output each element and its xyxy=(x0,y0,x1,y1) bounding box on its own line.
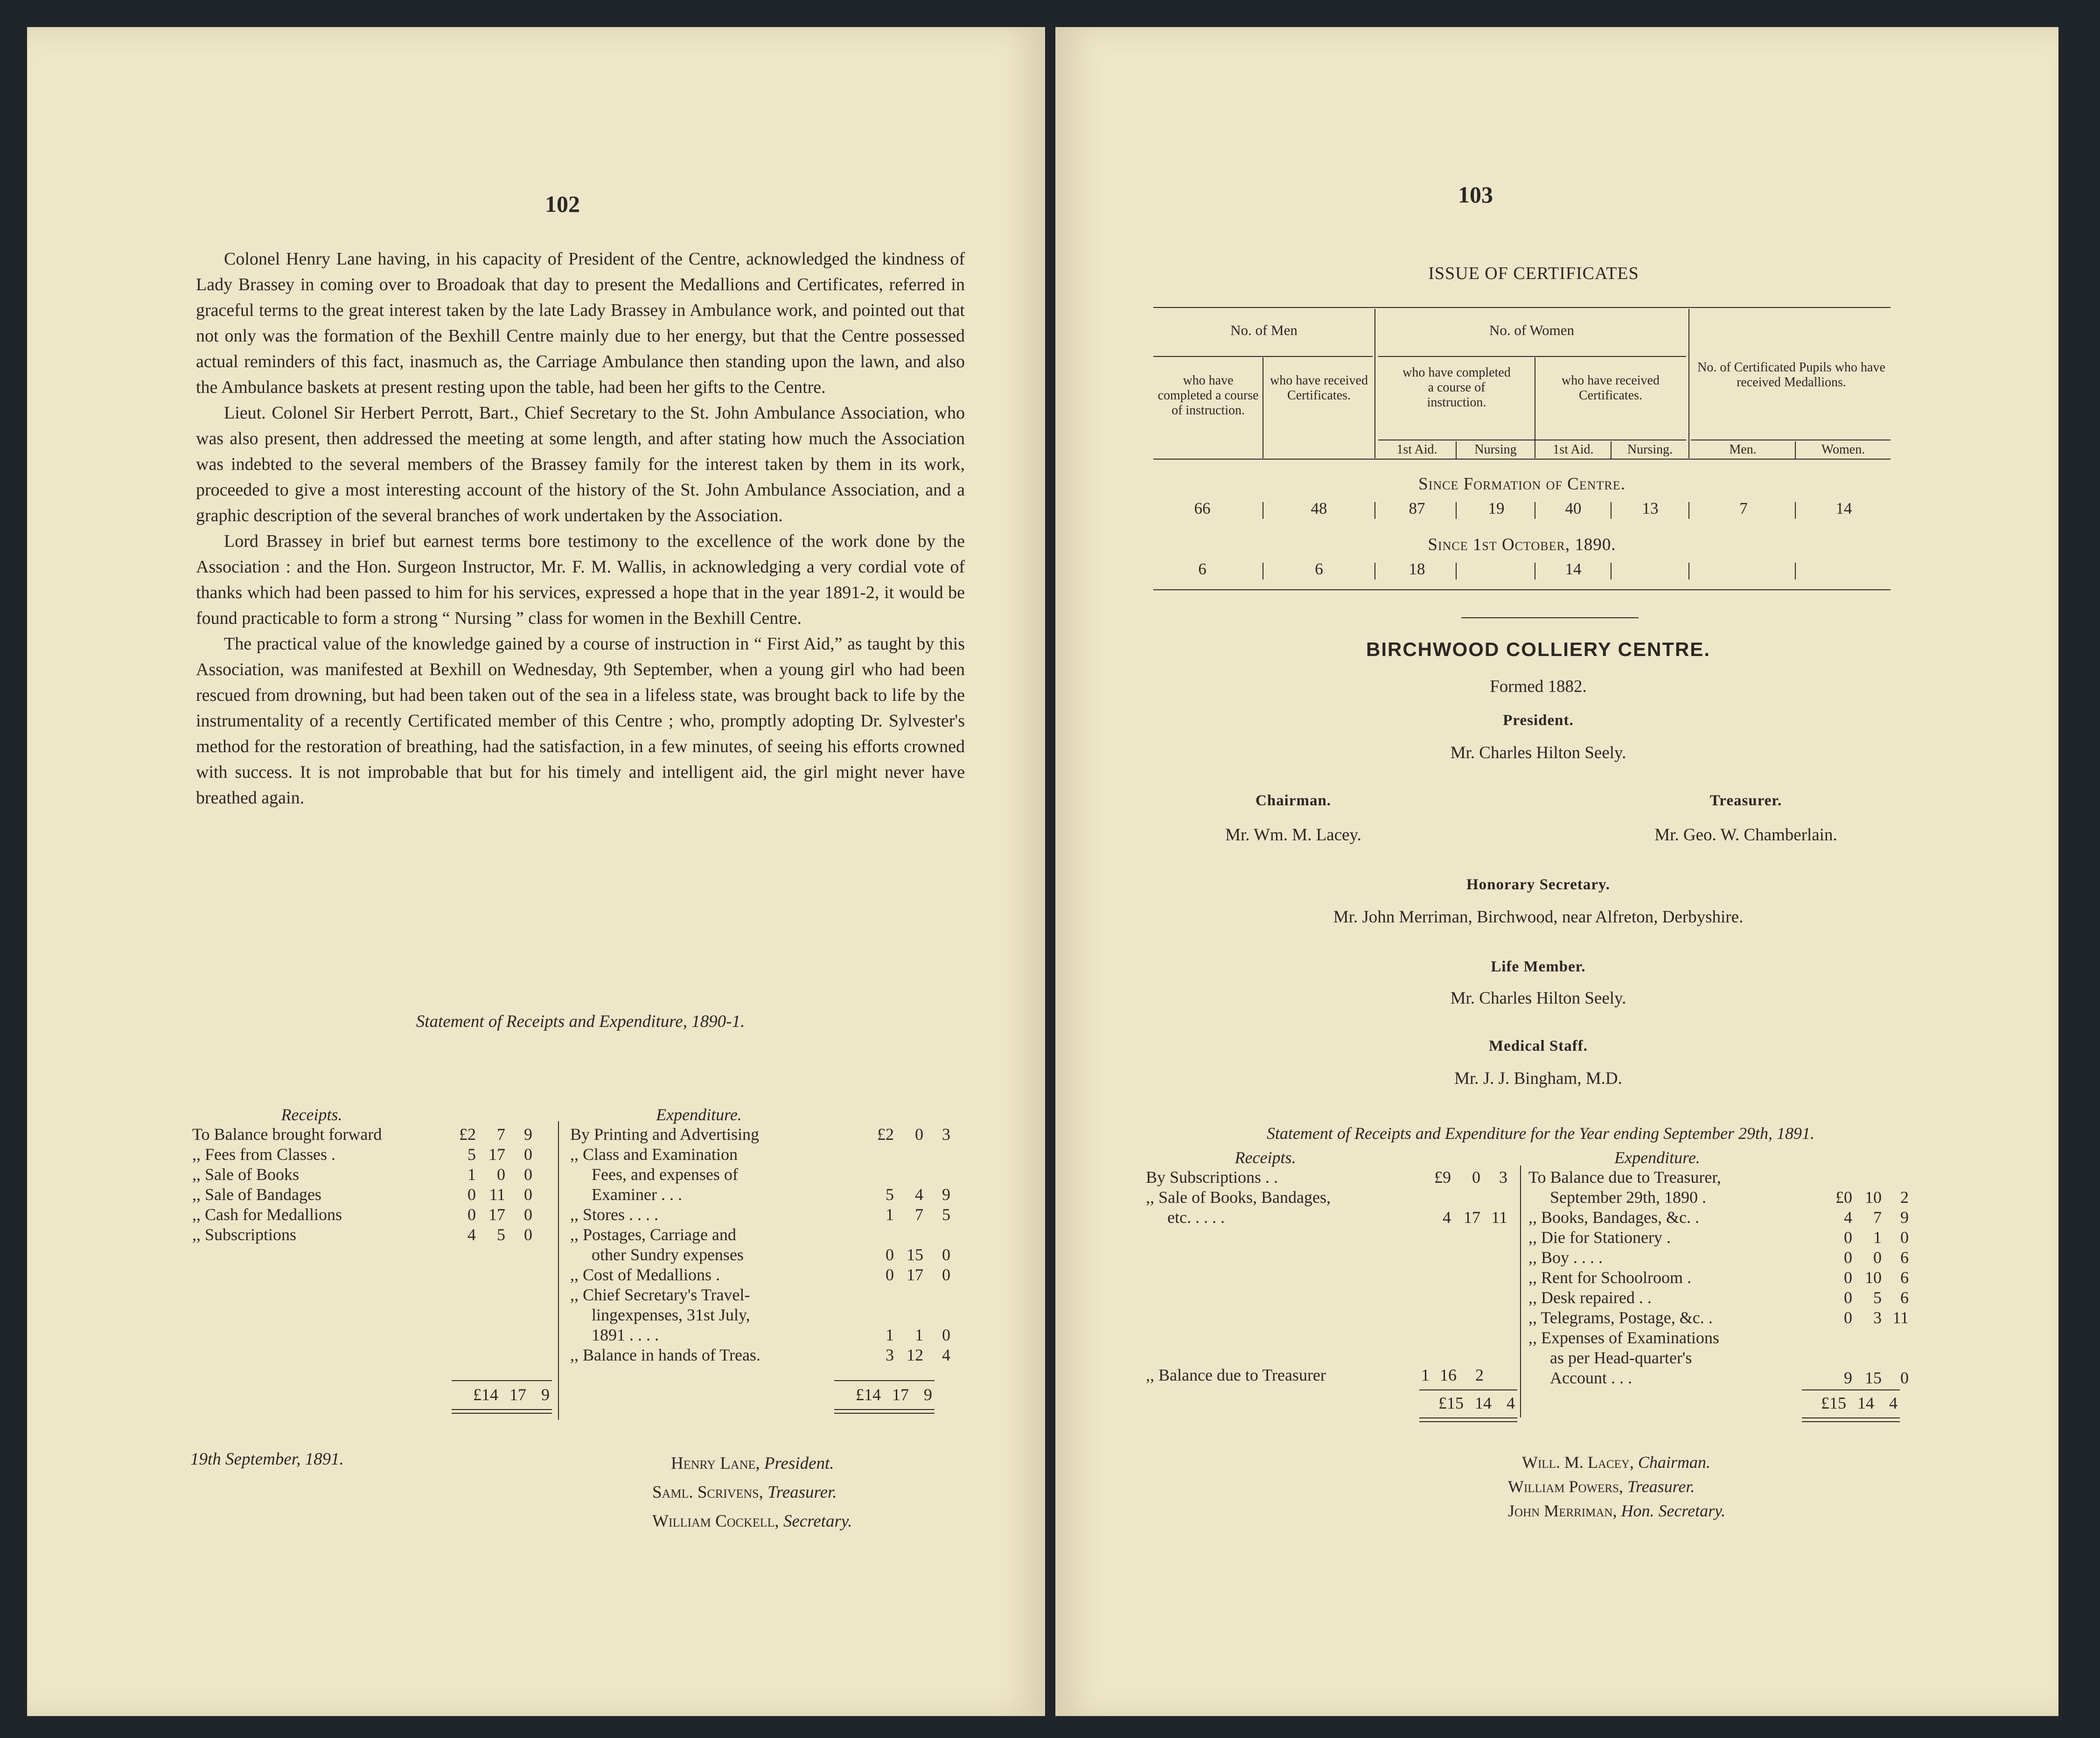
row-label: ,, Desk repaired . . xyxy=(1528,1288,1652,1307)
row-amount: 9 xyxy=(1844,1368,1852,1387)
receipts-total: £15 14 4 xyxy=(1438,1394,1515,1412)
total-rule xyxy=(1419,1389,1517,1390)
row-label: ,, Books, Bandages, &c. . xyxy=(1528,1208,1699,1227)
receipts-heading: Receipts. xyxy=(281,1105,342,1124)
row-amount xyxy=(896,1225,925,1245)
table-cell: 14 xyxy=(1835,499,1852,517)
since-formation-label: Since Formation of Centre. xyxy=(1418,475,1626,494)
row-amount xyxy=(896,1305,925,1325)
cell-separator xyxy=(1611,563,1612,579)
row-label: ,, Rent for Schoolroom . xyxy=(1528,1268,1691,1287)
row-amount xyxy=(855,1225,896,1245)
signature-line: Saml. Scrivens, Treasurer. xyxy=(652,1483,837,1502)
row-label: etc. . . . . xyxy=(1167,1208,1225,1227)
row-amount xyxy=(896,1165,925,1185)
row-label: as per Head-quarter's xyxy=(1550,1348,1692,1367)
total-rule xyxy=(1802,1417,1900,1418)
statement-title: Statement of Receipts and Expenditure for the Year ending September 29th, 1891. xyxy=(1266,1124,1815,1143)
table-row xyxy=(568,1305,952,1325)
total-rule xyxy=(452,1409,552,1410)
row-amount xyxy=(896,1145,925,1165)
column-divider xyxy=(558,1121,559,1420)
total-rule xyxy=(452,1413,552,1414)
row-amount: 0 xyxy=(942,1245,950,1264)
total-rule xyxy=(1419,1417,1517,1418)
table-row xyxy=(568,1345,952,1365)
row-label: ,, Die for Stationery . xyxy=(1528,1228,1671,1247)
cell-separator xyxy=(1374,563,1375,579)
table-row xyxy=(1527,1308,1911,1328)
paragraph: Lord Brassey in brief but earnest terms bore testimony to the excellence of the work done by the Association : and the Hon. Surgeon Instructor, Mr. F. M. Wallis, in acknowledging a very cordial vote of thanks which had been passed to him for his services, expressed a hope that in the year 1891-2, it would be found practicable to form a strong “ Nursing ” class for women in the Bexhill Centre. xyxy=(196,531,965,628)
table-cell: 7 xyxy=(1739,499,1748,517)
row-amount: 0 xyxy=(942,1265,950,1284)
row-amount: 0 xyxy=(1873,1248,1882,1267)
medical-staff-label: Medical Staff. xyxy=(1489,1038,1588,1054)
header-men-completed: who have completed a course of instruction. xyxy=(1158,373,1259,418)
formed-year: Formed 1882. xyxy=(1490,677,1587,696)
row-amount: 3 xyxy=(886,1346,894,1364)
table-row xyxy=(1527,1288,1911,1308)
row-amount: £2 xyxy=(459,1125,476,1144)
table-cell: 6 xyxy=(1315,560,1323,578)
table-cell: 66 xyxy=(1194,499,1211,517)
row-amount: 0 xyxy=(886,1245,894,1264)
table-row xyxy=(568,1165,952,1185)
column-divider xyxy=(1520,1166,1521,1417)
table-row xyxy=(1527,1328,1911,1348)
row-amount: 0 xyxy=(1900,1368,1909,1387)
row-amount xyxy=(1813,1328,1854,1348)
row-amount: 0 xyxy=(497,1165,505,1184)
row-label: other Sundry expenses xyxy=(592,1245,744,1264)
signature-line: William Cockell, Secretary. xyxy=(652,1512,852,1531)
paragraph: The practical value of the knowledge gained by a course of instruction in “ First Aid,” as taught by this Association, was manifested at Bexhill on Wednesday, 9th September, when a young girl who had been rescued from drowning, but had been taken out of the sea in a lifeless state, was brought back to life by the instrumentality of a recently Certificated member of this Centre ; who, promptly adopting Dr. Sylvester's method for the restoration of breathing, had the satisfaction, in a few minutes, of seeing his efforts crowned with success. It is not improbable that but for his timely and intelligent aid, the girl might never have breathed again. xyxy=(196,634,965,808)
header-medallions: No. of Certificated Pupils who have received Medallions. xyxy=(1697,360,1885,390)
table-cell: 40 xyxy=(1565,499,1582,517)
table-cell: 14 xyxy=(1565,560,1582,578)
row-amount: 17 xyxy=(488,1205,505,1224)
table-row xyxy=(1527,1348,1911,1368)
cell-separator xyxy=(1456,563,1457,579)
row-label: By Subscriptions . . xyxy=(1146,1168,1278,1187)
paragraph: Lieut. Colonel Sir Herbert Perrott, Bart., Chief Secretary to the St. John Ambulance Association, who was also present, then addressed the meeting at some length, and after stating how much the Association was indebted to the several members of the Brassey family for the interest taken by them in its work, proceeded to give a most interesting account of the history of the St. John Ambulance Association, and a graphic description of the several branches of work undertaken by the Association. xyxy=(196,403,965,525)
hon-sec-name: Mr. John Merriman, Birchwood, near Alfreton, Derbyshire. xyxy=(1333,907,1744,927)
table-row xyxy=(1055,499,2058,523)
row-amount: 9 xyxy=(1900,1208,1909,1227)
row-amount: 2 xyxy=(1900,1188,1909,1207)
row-amount: 10 xyxy=(1865,1268,1882,1287)
table-row xyxy=(568,1265,952,1285)
table-rule xyxy=(1153,307,1891,308)
table-row xyxy=(568,1124,952,1145)
row-amount: 0 xyxy=(1900,1228,1909,1247)
table-row xyxy=(1527,1368,1911,1388)
cell-separator xyxy=(1688,502,1689,519)
table-rule xyxy=(1153,356,1373,357)
row-amount: 0 xyxy=(524,1185,532,1204)
table-row xyxy=(1527,1167,1911,1187)
row-amount: 6 xyxy=(1900,1248,1909,1267)
table-row xyxy=(190,1185,534,1205)
divider-rule xyxy=(1461,617,1639,618)
total-rule xyxy=(834,1413,935,1414)
table-rule xyxy=(1378,356,1686,357)
row-amount xyxy=(1884,1167,1911,1187)
row-amount: 11 xyxy=(1491,1208,1507,1227)
receipts-total: £14 17 9 xyxy=(473,1385,550,1404)
table-row xyxy=(190,1124,534,1145)
table-row xyxy=(568,1325,952,1345)
treasurer-name: Mr. Geo. W. Chamberlain. xyxy=(1654,825,1837,845)
row-amount: £2 xyxy=(877,1125,894,1144)
header-men: No. of Men xyxy=(1230,322,1298,338)
table-cell: 13 xyxy=(1642,499,1659,517)
row-amount xyxy=(1453,1187,1482,1208)
header-medal-women: Women. xyxy=(1821,442,1865,457)
header-men-received: who have received Certificates. xyxy=(1270,373,1368,403)
row-amount xyxy=(1854,1348,1884,1368)
row-amount xyxy=(1813,1167,1854,1187)
row-label: ,, Expenses of Examinations xyxy=(1528,1328,1719,1347)
table-row xyxy=(190,1145,534,1165)
total-rule xyxy=(452,1380,552,1381)
header-medal-men: Men. xyxy=(1729,442,1757,457)
receipts-column xyxy=(1144,1148,1517,1228)
row-amount: 4 xyxy=(1844,1208,1852,1227)
life-member-label: Life Member. xyxy=(1491,958,1586,975)
row-amount xyxy=(1412,1187,1453,1208)
header-nursing: Nursing. xyxy=(1627,442,1673,457)
header-first-aid: 1st Aid. xyxy=(1553,442,1594,457)
row-amount: 0 xyxy=(467,1205,476,1224)
row-amount: 0 xyxy=(1844,1268,1852,1287)
row-label: Examiner . . . xyxy=(592,1185,682,1204)
table-row xyxy=(190,1165,534,1185)
row-amount: 1 xyxy=(915,1326,923,1344)
table-divider xyxy=(1688,309,1689,458)
chairman-name: Mr. Wm. M. Lacey. xyxy=(1225,825,1361,845)
row-amount xyxy=(1813,1348,1854,1368)
total-rule xyxy=(1802,1389,1900,1390)
row-amount: 4 xyxy=(915,1185,923,1204)
signatures xyxy=(652,1449,852,1536)
row-label: Account . . . xyxy=(1550,1368,1632,1387)
row-label: ,, Telegrams, Postage, &c. . xyxy=(1528,1308,1713,1327)
row-label: ,, Sale of Bandages xyxy=(192,1185,321,1204)
table-row xyxy=(190,1205,534,1225)
row-amount: 6 xyxy=(1900,1288,1909,1307)
paragraph: Colonel Henry Lane having, in his capacity of President of the Centre, acknowledged the kindness of Lady Brassey in coming over to Broadoak that day to present the Medallions and Certificates, referred in graceful terms to the great interest taken by the late Lady Brassey in Ambulance work, and pointed out that not only was the formation of the Bexhill Centre mainly due to her energy, but that the Centre possessed actual reminders of this fact, inasmuch as, the Carriage Ambulance then standing upon the lawn, and also the Ambulance baskets at present resting upon the table, had been her gifts to the Centre. xyxy=(196,249,965,397)
table-row xyxy=(1527,1187,1911,1208)
body-text xyxy=(196,246,965,811)
receipts-table xyxy=(190,1124,534,1245)
signature-line: William Powers, Treasurer. xyxy=(1508,1477,1695,1496)
expenditure-column xyxy=(568,1105,970,1365)
treasurer-label: Treasurer. xyxy=(1709,792,1782,809)
table-row xyxy=(568,1225,952,1245)
row-label: ,, Boy . . . . xyxy=(1528,1248,1603,1267)
table-row xyxy=(1055,560,2058,583)
row-amount xyxy=(1854,1167,1884,1187)
row-label: ,, Balance in hands of Treas. xyxy=(570,1346,760,1364)
row-amount: 7 xyxy=(497,1125,505,1144)
expenditure-table xyxy=(1527,1167,1911,1388)
table-row: ,, Balance due to Treasurer 1 16 2 xyxy=(1146,1366,1484,1384)
table-row xyxy=(1527,1208,1911,1228)
table-row xyxy=(1144,1187,1509,1208)
row-label: To Balance brought forward xyxy=(192,1125,382,1144)
row-amount: 0 xyxy=(942,1326,950,1344)
header-women-completed: who have completed a course of instruction. xyxy=(1402,365,1511,410)
row-amount: 3 xyxy=(1499,1168,1507,1187)
row-amount: 0 xyxy=(524,1165,532,1184)
since-october-label: Since 1st October, 1890. xyxy=(1428,535,1616,554)
centre-title: BIRCHWOOD COLLIERY CENTRE. xyxy=(1366,638,1710,660)
page-number: 103 xyxy=(1458,181,1493,208)
row-amount: 5 xyxy=(467,1145,476,1164)
signature-line: John Merriman, Hon. Secretary. xyxy=(1508,1501,1726,1520)
cell-separator xyxy=(1795,563,1796,579)
table-row xyxy=(568,1285,952,1305)
row-amount: 17 xyxy=(488,1145,505,1164)
row-label: ,, Subscriptions xyxy=(192,1225,297,1244)
table-row xyxy=(568,1145,952,1165)
expenditure-heading: Expenditure. xyxy=(1614,1148,1700,1167)
row-label: ,, Chief Secretary's Travel- xyxy=(570,1285,750,1304)
row-label: ,, Cash for Medallions xyxy=(192,1205,342,1224)
row-amount xyxy=(855,1285,896,1305)
row-amount: 0 xyxy=(524,1145,532,1164)
receipts-balance xyxy=(1144,1365,1517,1385)
table-cell: 48 xyxy=(1311,499,1327,517)
row-label: Fees, and expenses of xyxy=(592,1165,738,1184)
expenditure-total: £14 17 9 xyxy=(856,1385,932,1404)
table-rule xyxy=(1153,459,1891,460)
page-number: 102 xyxy=(545,191,580,217)
row-amount: 0 xyxy=(1844,1248,1852,1267)
table-row xyxy=(1527,1268,1911,1288)
row-amount xyxy=(896,1285,925,1305)
receipts-column xyxy=(190,1105,578,1245)
row-amount xyxy=(1854,1328,1884,1348)
row-amount: 5 xyxy=(942,1205,950,1224)
table-row xyxy=(1527,1228,1911,1248)
row-amount: 0 xyxy=(1844,1288,1852,1307)
table-cell: 87 xyxy=(1409,499,1425,517)
row-amount xyxy=(925,1305,952,1325)
table-cell: 19 xyxy=(1488,499,1505,517)
row-amount: 11 xyxy=(489,1185,505,1204)
row-label: ,, Postages, Carriage and xyxy=(570,1225,736,1244)
total-rule xyxy=(1419,1421,1517,1422)
row-label: By Printing and Advertising xyxy=(570,1125,759,1144)
row-amount xyxy=(925,1165,952,1185)
header-first-aid: 1st Aid. xyxy=(1396,442,1437,457)
row-label: ,, Cost of Medallions . xyxy=(570,1265,720,1284)
row-label: ,, Stores . . . . xyxy=(570,1205,658,1224)
row-label: 1891 . . . . xyxy=(592,1326,659,1344)
row-label: September 29th, 1890 . xyxy=(1550,1188,1706,1207)
row-amount: 0 xyxy=(1472,1168,1480,1187)
row-amount xyxy=(855,1165,896,1185)
row-amount: 7 xyxy=(1873,1208,1882,1227)
table-row xyxy=(568,1205,952,1225)
row-amount: 15 xyxy=(1865,1368,1882,1387)
signature-line: Will. M. Lacey, Chairman. xyxy=(1522,1453,1710,1472)
row-amount xyxy=(855,1305,896,1325)
row-amount: 15 xyxy=(907,1245,923,1264)
life-member-name: Mr. Charles Hilton Seely. xyxy=(1450,989,1626,1008)
row-amount: 6 xyxy=(1900,1268,1909,1287)
row-amount: 17 xyxy=(907,1265,923,1284)
row-amount: £9 xyxy=(1434,1168,1451,1187)
row-amount: 9 xyxy=(942,1185,950,1204)
row-amount: 1 xyxy=(1873,1228,1882,1247)
row-amount: 17 xyxy=(1464,1208,1480,1227)
row-amount: 9 xyxy=(524,1125,532,1144)
table-cell: 18 xyxy=(1409,560,1425,578)
row-label: ,, Fees from Classes . xyxy=(192,1145,335,1164)
cell-separator xyxy=(1374,502,1375,519)
cell-separator xyxy=(1795,502,1796,519)
certificates-title: ISSUE OF CERTIFICATES xyxy=(1428,264,1639,283)
row-amount: 12 xyxy=(907,1346,923,1364)
table-row xyxy=(1144,1208,1509,1228)
table-row xyxy=(568,1185,952,1205)
receipts-table xyxy=(1144,1167,1509,1228)
signatures xyxy=(1508,1450,1725,1523)
row-label: ,, Sale of Books xyxy=(192,1165,299,1184)
row-label: lingexpenses, 31st July, xyxy=(592,1305,750,1324)
row-amount xyxy=(925,1225,952,1245)
row-amount: 4 xyxy=(942,1346,950,1364)
table-rule xyxy=(1153,589,1891,590)
row-amount xyxy=(925,1285,952,1305)
row-amount xyxy=(1884,1328,1911,1348)
row-amount: 0 xyxy=(467,1185,476,1204)
row-amount: 5 xyxy=(886,1185,894,1204)
chairman-label: Chairman. xyxy=(1255,792,1332,809)
row-amount: 3 xyxy=(942,1125,950,1144)
president-name: Mr. Charles Hilton Seely. xyxy=(1450,743,1626,762)
header-nursing: Nursing xyxy=(1474,442,1517,457)
table-cell: 6 xyxy=(1198,560,1207,578)
row-amount: 0 xyxy=(915,1125,923,1144)
table-row xyxy=(1527,1248,1911,1268)
right-page xyxy=(1055,27,2058,1716)
table-row xyxy=(568,1245,952,1265)
cell-separator xyxy=(1456,502,1457,519)
row-amount: 3 xyxy=(1873,1308,1882,1327)
cell-separator xyxy=(1611,502,1612,519)
row-amount: 5 xyxy=(1873,1288,1882,1307)
row-label: To Balance due to Treasurer, xyxy=(1528,1168,1721,1187)
row-amount xyxy=(925,1145,952,1165)
total-rule xyxy=(1802,1421,1900,1422)
total-rule xyxy=(834,1409,935,1410)
expenditure-table xyxy=(568,1124,952,1365)
row-amount: 0 xyxy=(524,1205,532,1224)
row-amount: 1 xyxy=(467,1165,476,1184)
president-label: President. xyxy=(1503,712,1574,729)
row-amount: 1 xyxy=(886,1326,894,1344)
row-amount xyxy=(855,1145,896,1165)
row-amount xyxy=(1482,1187,1509,1208)
hon-sec-label: Honorary Secretary. xyxy=(1466,876,1610,893)
table-row xyxy=(190,1225,534,1245)
row-amount: 0 xyxy=(886,1265,894,1284)
row-amount: 0 xyxy=(524,1225,532,1244)
row-amount: 4 xyxy=(1443,1208,1451,1227)
header-women-received: who have received Certificates. xyxy=(1562,373,1660,403)
expenditure-column xyxy=(1527,1148,1993,1388)
row-amount: 5 xyxy=(497,1225,505,1244)
row-amount: 7 xyxy=(915,1205,923,1224)
left-page xyxy=(27,27,1045,1716)
statement-date: 19th September, 1891. xyxy=(190,1450,344,1469)
row-amount: 10 xyxy=(1865,1188,1882,1207)
row-amount: 0 xyxy=(1844,1308,1852,1327)
cell-separator xyxy=(1688,563,1689,579)
header-women: No. of Women xyxy=(1489,322,1575,338)
row-amount: 1 xyxy=(886,1205,894,1224)
row-amount: 11 xyxy=(1892,1308,1909,1327)
row-amount: 4 xyxy=(467,1225,476,1244)
total-rule xyxy=(834,1380,935,1381)
row-amount: £0 xyxy=(1835,1188,1852,1207)
signature-line: Henry Lane, President. xyxy=(671,1454,834,1473)
expenditure-total: £15 14 4 xyxy=(1821,1394,1898,1412)
row-label: ,, Sale of Books, Bandages, xyxy=(1146,1188,1331,1207)
row-amount xyxy=(1884,1348,1911,1368)
row-label: ,, Class and Examination xyxy=(570,1145,738,1164)
medical-staff-name: Mr. J. J. Bingham, M.D. xyxy=(1454,1069,1622,1088)
row-amount: 0 xyxy=(1844,1228,1852,1247)
statement-title: Statement of Receipts and Expenditure, 1890-1. xyxy=(416,1012,745,1031)
receipts-heading: Receipts. xyxy=(1235,1148,1296,1167)
expenditure-heading: Expenditure. xyxy=(656,1105,742,1124)
table-row xyxy=(1144,1167,1509,1187)
